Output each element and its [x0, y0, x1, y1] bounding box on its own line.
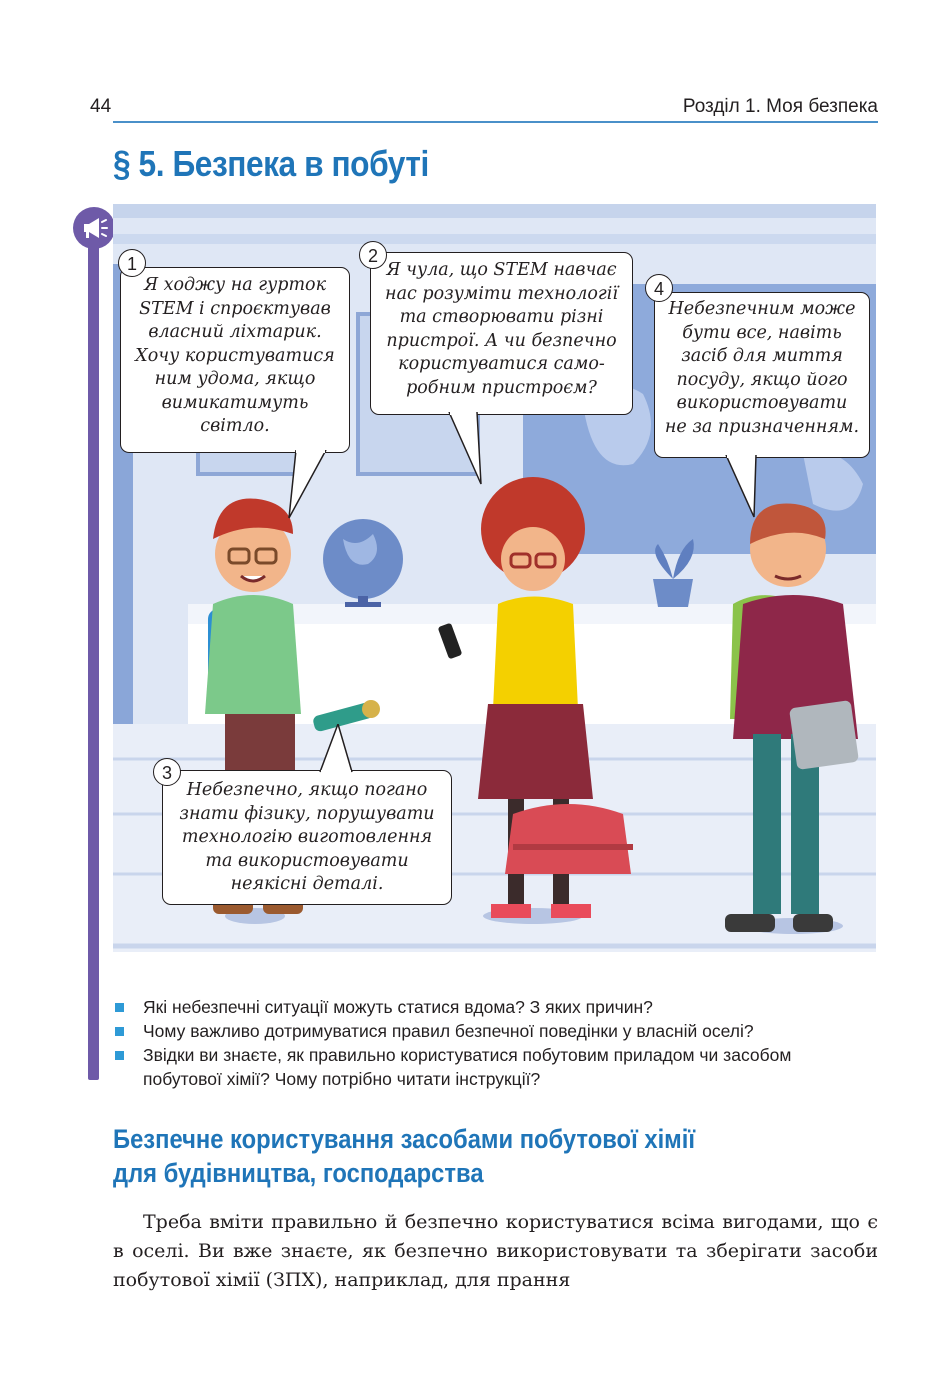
speech-bubble-4-number: 4 — [645, 274, 673, 302]
bubble-3-tail — [318, 724, 358, 774]
question-item — [113, 995, 883, 1019]
question-text: Чому важливо дотримуватися правил безпечної поведінки у власній оселі? — [143, 1021, 754, 1041]
subsection-title-line-2: для будівництва, господарства — [113, 1158, 484, 1188]
running-head: Розділ 1. Моя безпека — [682, 96, 878, 117]
bubble-2-tail — [447, 412, 487, 487]
question-list — [113, 995, 883, 1091]
question-item — [113, 1043, 883, 1091]
bullet-square-icon — [115, 1003, 124, 1012]
question-item — [113, 1019, 883, 1043]
speech-bubble-3-number: 3 — [153, 758, 181, 786]
speech-bubble-2-number: 2 — [359, 241, 387, 269]
speech-bubble-4 — [654, 292, 870, 458]
speech-bubble-2 — [370, 252, 633, 415]
page-number: 44 — [90, 96, 112, 117]
question-text: Які небезпечні ситуації можуть статися вдома? З яких причин? — [143, 997, 653, 1017]
side-bar — [88, 232, 99, 1080]
speech-bubble-1-text: Я ходжу на гурток STEM і спроєктував власний ліхтарик. Хочу користуватися ним удома, якщо вимикатимуть світло. — [135, 275, 335, 436]
speech-bubble-2-text: Я чула, що STEM навчає нас розуміти технології та створювати різні пристрої. А чи безпечно користуватися само-робним пристроєм? — [385, 260, 618, 398]
speech-bubble-1 — [120, 267, 350, 453]
body-paragraph — [113, 1208, 878, 1295]
megaphone-icon — [73, 207, 115, 249]
header-rule — [113, 121, 878, 123]
subsection-title — [113, 1122, 695, 1190]
bubble-1-tail — [288, 450, 328, 520]
speech-bubble-3 — [162, 770, 452, 905]
body-paragraph-text: Треба вміти правильно й безпечно користуватися всіма вигодами, що є в оселі. Ви вже знаєте, як безпечно використовувати та зберігати засоби побутової хімії (ЗПХ), наприклад, для прання — [113, 1211, 878, 1291]
bullet-square-icon — [115, 1027, 124, 1036]
bullet-square-icon — [115, 1051, 124, 1060]
subsection-title-line-1: Безпечне користування засобами побутової хімії — [113, 1124, 696, 1154]
speech-bubble-1-number: 1 — [118, 249, 146, 277]
speech-bubble-4-text: Небезпечним може бути все, навіть засіб для миття посуду, якщо його використовувати не за призначенням. — [664, 299, 860, 437]
bubble-4-tail — [724, 455, 764, 520]
section-title: § 5. Безпека в побуті — [113, 143, 429, 184]
question-text: Звідки ви знаєте, як правильно користуватися побутовим приладом чи засобом побутової хімії? Чому потрібно читати інструкції? — [143, 1045, 792, 1089]
classroom-illustration — [113, 204, 876, 974]
speech-bubble-3-text: Небезпечно, якщо погано знати фізику, порушувати технологію виготовлення та використовувати неякісні деталі. — [179, 780, 435, 894]
